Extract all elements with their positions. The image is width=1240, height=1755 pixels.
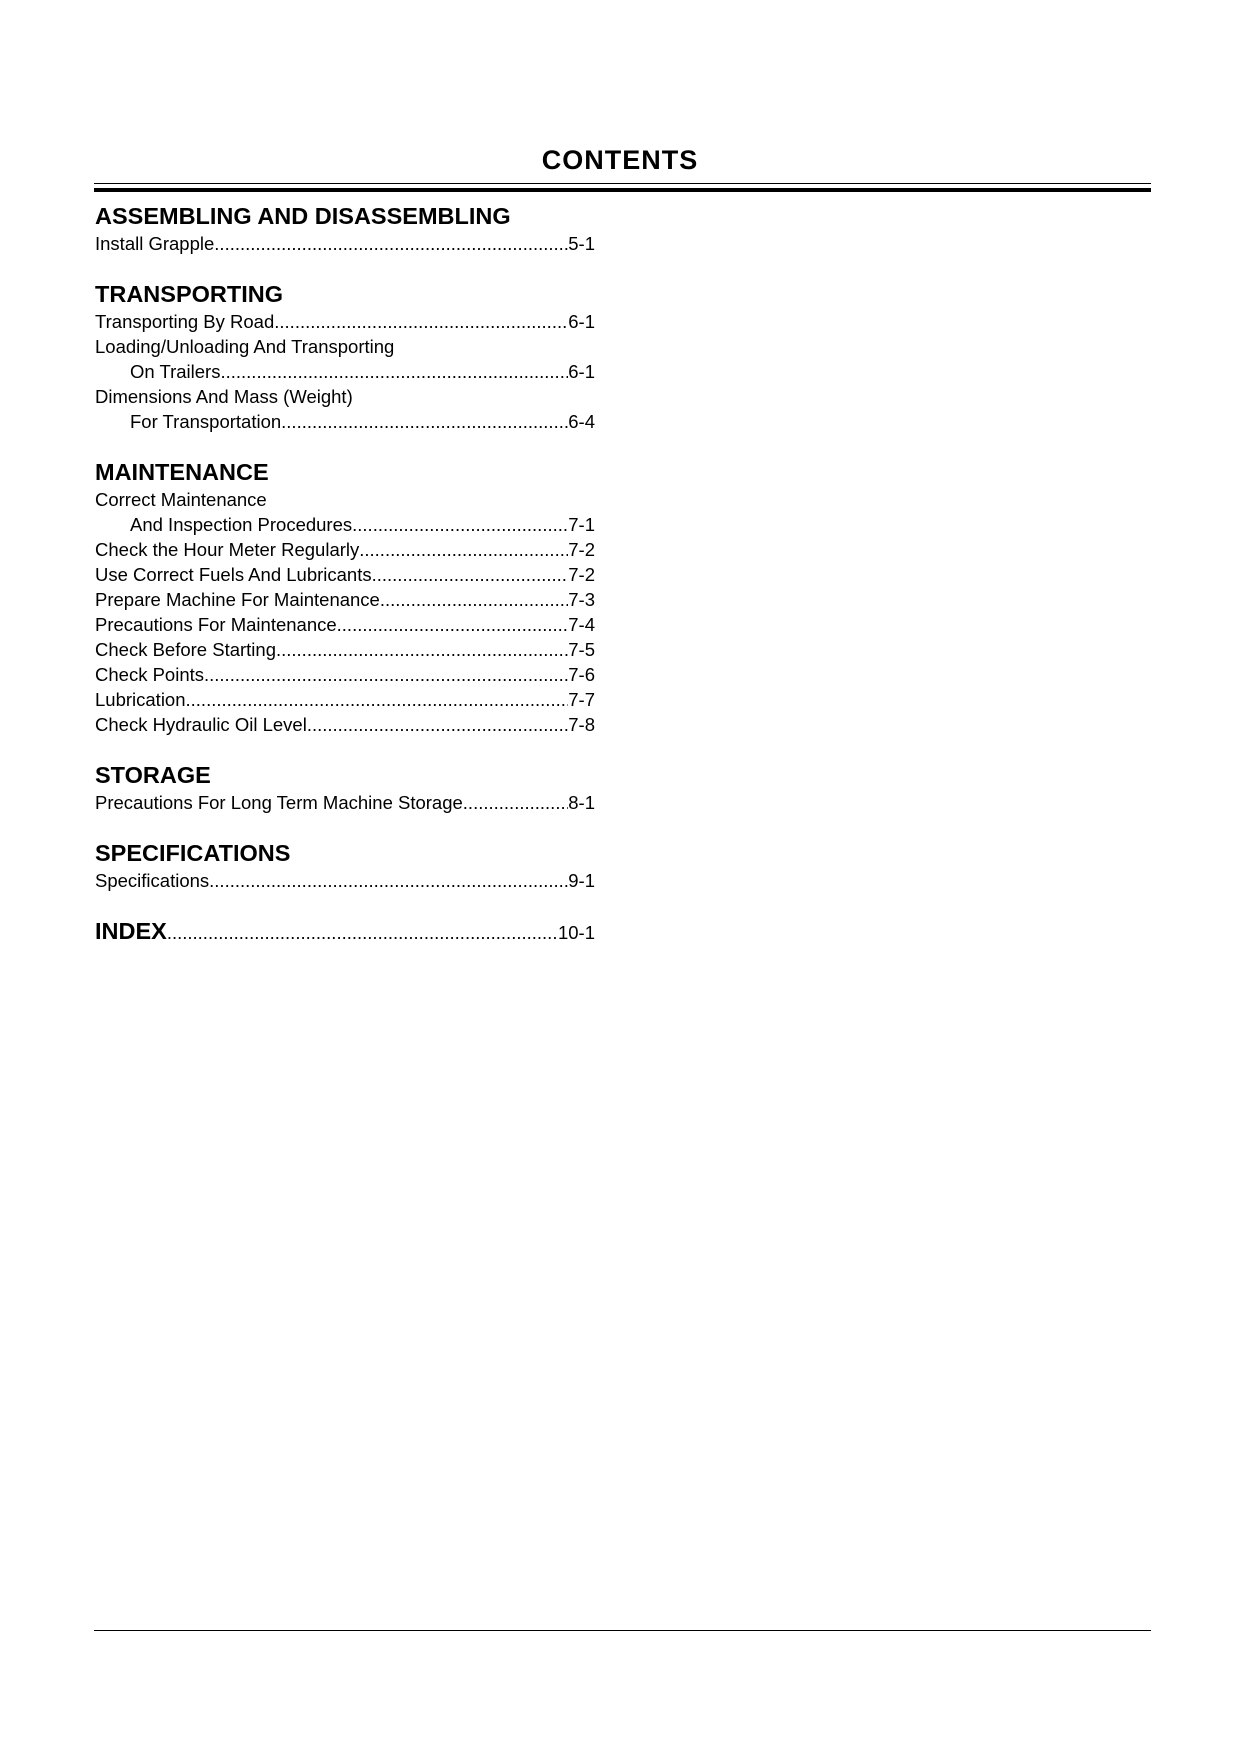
toc-entry-page: 7-1: [568, 514, 595, 535]
dot-leader: [209, 868, 568, 893]
title-rule-thin: [94, 183, 1151, 184]
toc-entry-label: Prepare Machine For Maintenance: [95, 589, 380, 610]
toc-entry-label: Precautions For Long Term Machine Storage: [95, 792, 463, 813]
dot-leader: [214, 231, 568, 256]
dot-leader: [307, 712, 568, 737]
toc-index-entry[interactable]: [95, 917, 595, 946]
toc-entry[interactable]: [95, 687, 595, 712]
toc-entry[interactable]: [95, 309, 595, 334]
toc-entry-label: Check Hydraulic Oil Level: [95, 714, 307, 735]
dot-leader: [352, 512, 568, 537]
dot-leader: [186, 687, 569, 712]
toc-entry[interactable]: [95, 637, 595, 662]
dot-leader: [220, 359, 568, 384]
toc-entry-label: Use Correct Fuels And Lubricants: [95, 564, 372, 585]
title-rule-thick: [94, 188, 1151, 192]
dot-leader: [359, 537, 568, 562]
dot-leader: [337, 612, 569, 637]
toc-entry-page: 6-1: [568, 361, 595, 382]
dot-leader: [380, 587, 568, 612]
toc-entry[interactable]: [95, 612, 595, 637]
toc-entry-page: 6-1: [568, 311, 595, 332]
toc-entry-page: 8-1: [568, 792, 595, 813]
section-heading: STORAGE: [95, 762, 211, 788]
dot-leader: [167, 922, 558, 944]
toc-entry-label-line[interactable]: Loading/Unloading And Transporting: [95, 336, 395, 357]
dot-leader: [204, 662, 568, 687]
section-heading: TRANSPORTING: [95, 281, 283, 307]
table-of-contents: [95, 202, 595, 946]
toc-entry-label: Check Points: [95, 664, 204, 685]
toc-entry-page: 6-4: [568, 411, 595, 432]
toc-entry-page: 9-1: [568, 870, 595, 891]
toc-entry-page: 7-8: [568, 714, 595, 735]
toc-section-specifications: [95, 839, 595, 893]
dot-leader: [372, 562, 569, 587]
section-heading: MAINTENANCE: [95, 459, 269, 485]
section-heading: SPECIFICATIONS: [95, 840, 291, 866]
toc-entry-label: Check Before Starting: [95, 639, 276, 660]
toc-entry[interactable]: [95, 512, 595, 537]
toc-entry[interactable]: [95, 231, 595, 256]
toc-entry[interactable]: [95, 359, 595, 384]
dot-leader: [274, 309, 568, 334]
toc-entry-label: Specifications: [95, 870, 210, 891]
toc-section-transporting: [95, 280, 595, 434]
dot-leader: [276, 637, 568, 662]
toc-entry[interactable]: [95, 537, 595, 562]
toc-entry-page: 10-1: [557, 922, 595, 943]
toc-entry-page: 5-1: [568, 233, 595, 254]
section-heading: ASSEMBLING AND DISASSEMBLING: [95, 203, 511, 229]
toc-entry-label: Install Grapple: [95, 233, 215, 254]
toc-section-storage: [95, 761, 595, 815]
toc-entry-page: 7-2: [568, 539, 595, 560]
toc-entry-label-line[interactable]: Dimensions And Mass (Weight): [95, 386, 353, 407]
toc-entry-label: On Trailers: [130, 361, 221, 382]
toc-entry[interactable]: [95, 662, 595, 687]
toc-entry-label: Transporting By Road: [95, 311, 275, 332]
toc-entry-label: And Inspection Procedures: [130, 514, 353, 535]
toc-section-assembling: [95, 202, 595, 256]
toc-entry[interactable]: [95, 790, 595, 815]
dot-leader: [281, 409, 568, 434]
toc-section-maintenance: [95, 458, 595, 737]
toc-entry-label: Precautions For Maintenance: [95, 614, 337, 635]
dot-leader: [463, 790, 568, 815]
toc-entry[interactable]: [95, 712, 595, 737]
toc-entry-page: 7-5: [568, 639, 595, 660]
toc-entry[interactable]: [95, 562, 595, 587]
toc-entry-page: 7-4: [568, 614, 595, 635]
footer-rule: [94, 1630, 1151, 1631]
toc-entry-page: 7-7: [568, 689, 595, 710]
page-title: CONTENTS: [541, 145, 699, 175]
toc-entry-label: Check the Hour Meter Regularly: [95, 539, 360, 560]
toc-entry[interactable]: [95, 587, 595, 612]
toc-entry-page: 7-6: [568, 664, 595, 685]
toc-entry-label: Lubrication: [95, 689, 186, 710]
toc-entry-page: 7-3: [568, 589, 595, 610]
toc-entry-label-line[interactable]: Correct Maintenance: [95, 489, 267, 510]
toc-entry[interactable]: [95, 409, 595, 434]
toc-entry-page: 7-2: [568, 564, 595, 585]
toc-entry[interactable]: [95, 868, 595, 893]
index-heading: INDEX: [95, 918, 167, 944]
toc-entry-label: For Transportation: [130, 411, 282, 432]
